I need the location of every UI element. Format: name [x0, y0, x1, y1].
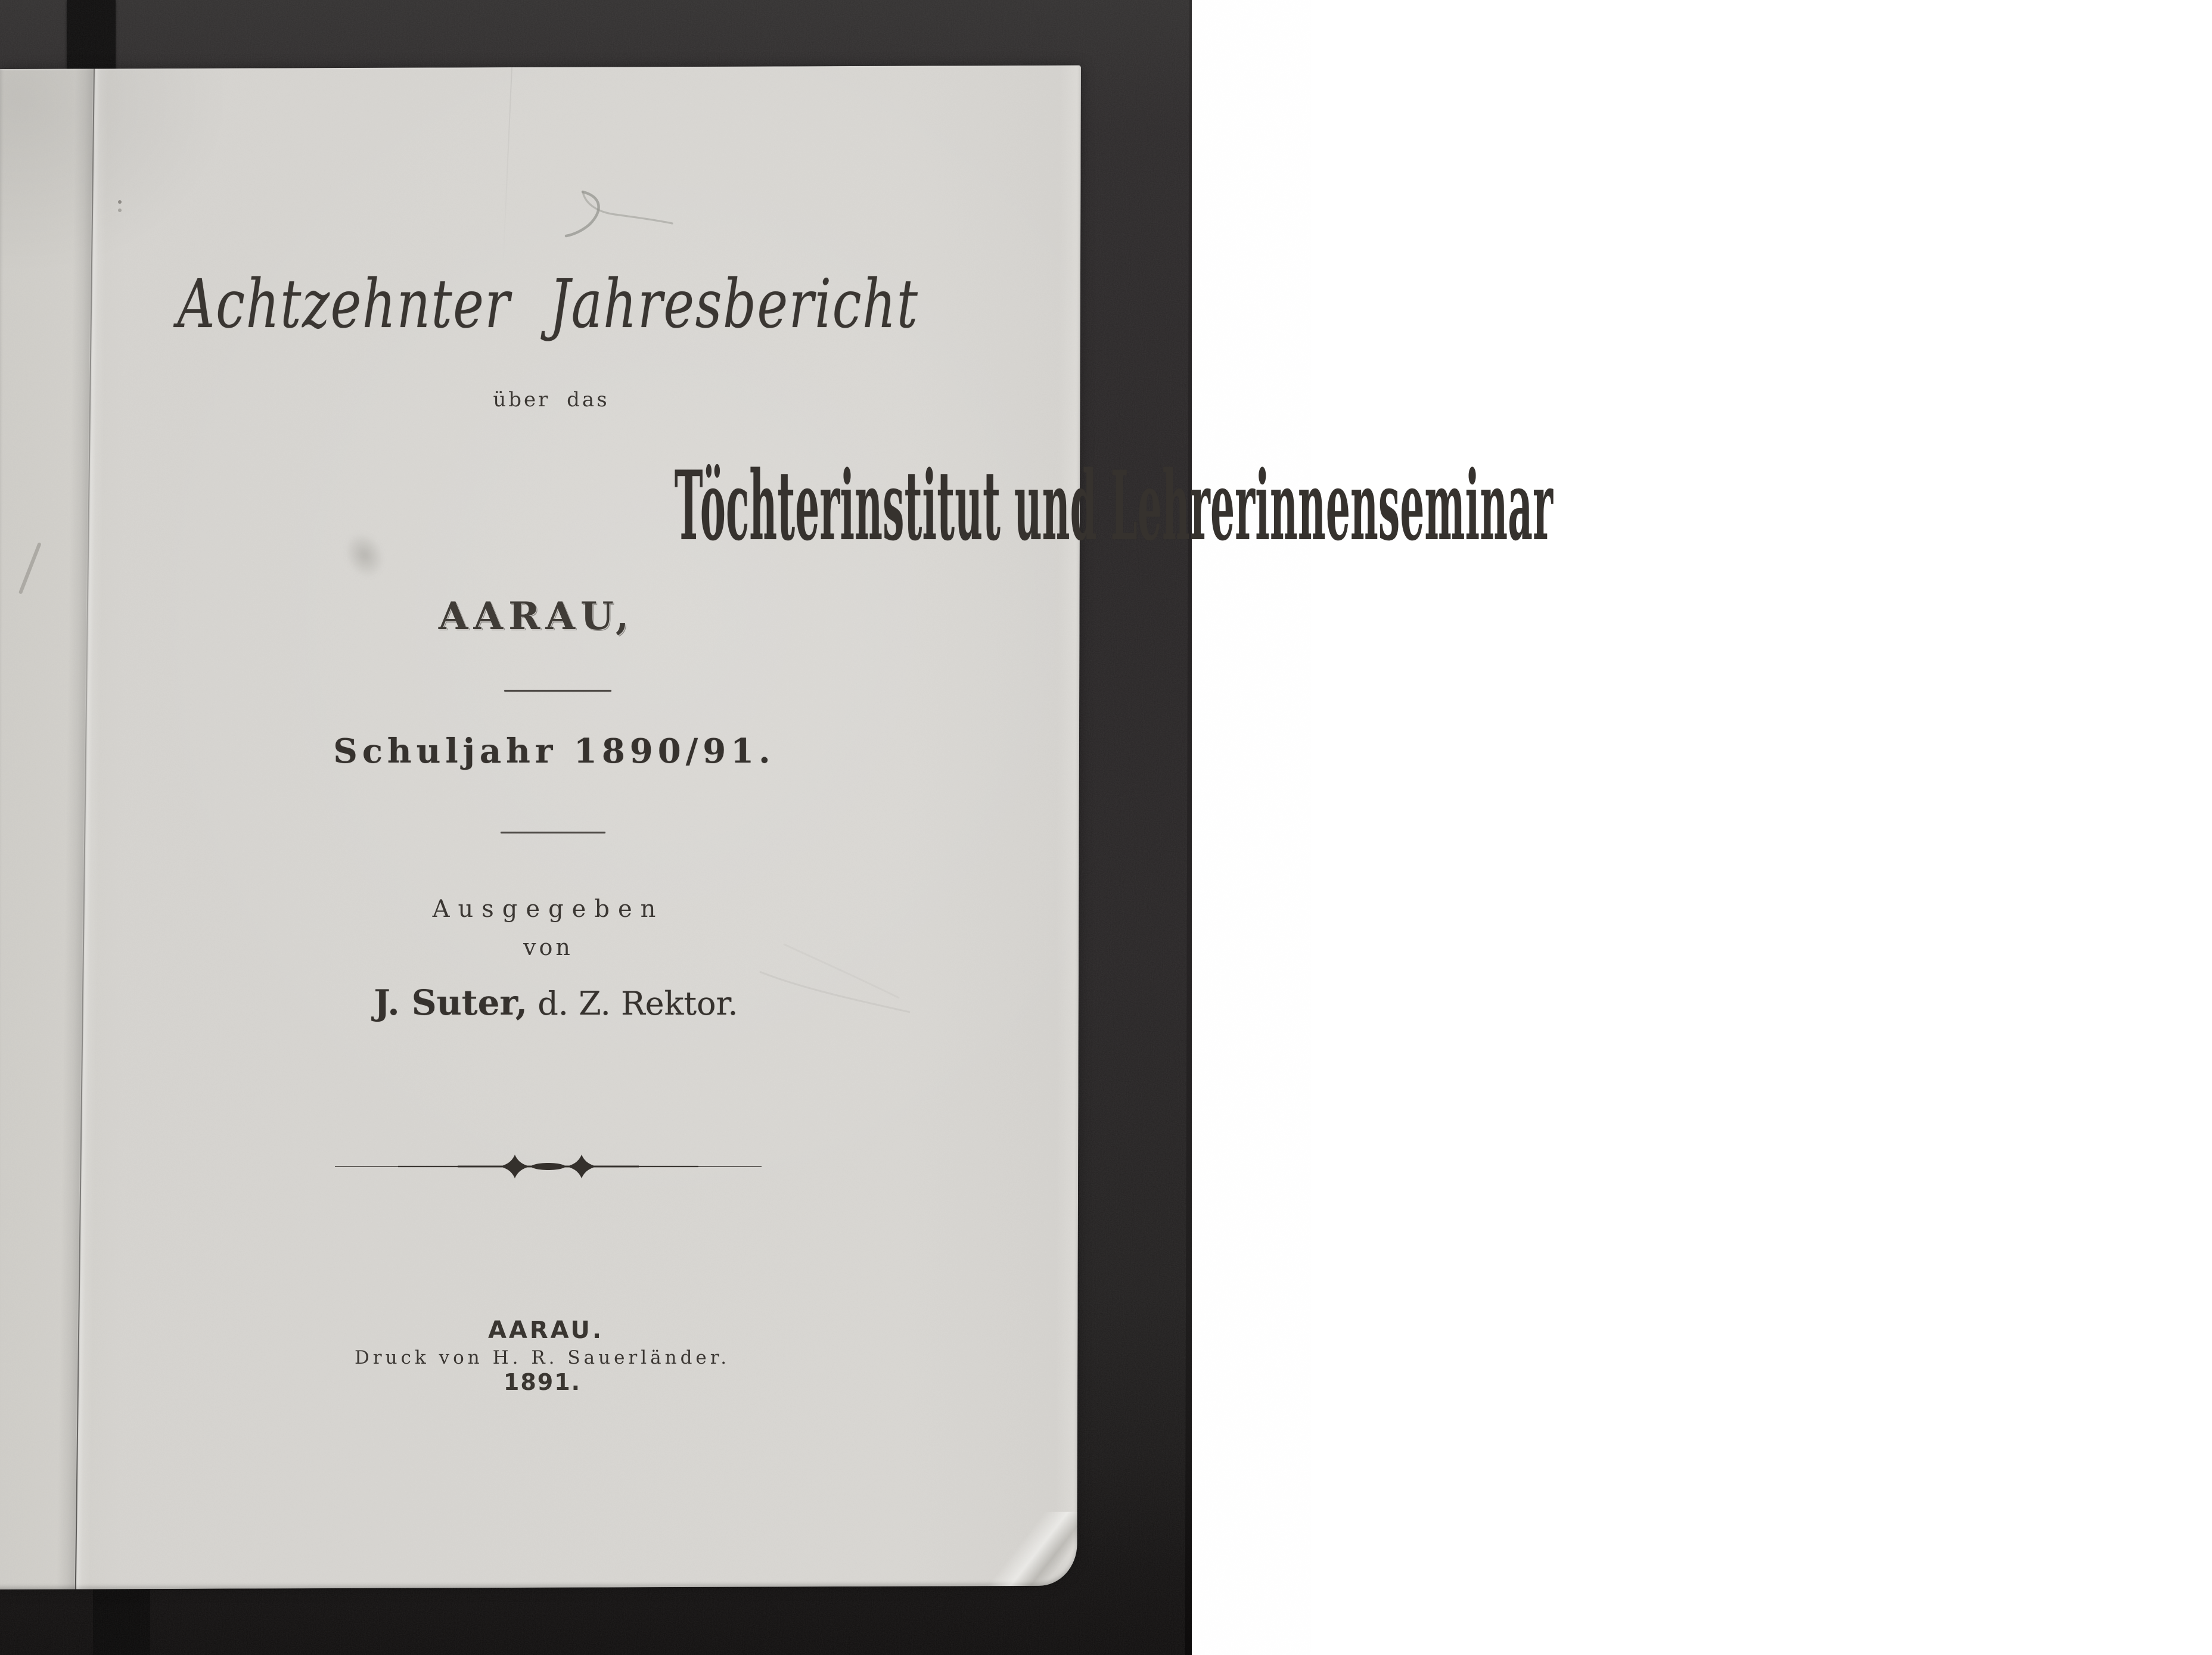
- place-name-ornamental: AARAU,: [438, 594, 635, 639]
- school-year: Schuljahr 1890/91.: [333, 732, 775, 771]
- imprint-year: 1891.: [503, 1369, 582, 1395]
- book-page: [0, 66, 1081, 1589]
- series-title-text: Achtzehnter Jahresbericht: [177, 266, 919, 343]
- binding-tape-bottom: [93, 1585, 150, 1655]
- imprint-city: AARAU.: [487, 1317, 604, 1344]
- series-subtitle: über das: [493, 388, 610, 412]
- page-corner-fold: [979, 1512, 1077, 1586]
- institution-title-text: Töchterinstitut und Lehrerinnenseminar: [674, 450, 1554, 562]
- issued-connector: von: [523, 934, 573, 960]
- paper-crease-faint: [502, 67, 512, 270]
- paper-grain-texture: [0, 66, 1081, 1589]
- issued-label: Ausgegeben: [432, 895, 664, 923]
- ink-smudge: [337, 525, 392, 585]
- editor-role: d. Z. Rektor.: [538, 985, 738, 1022]
- binding-tape-top: [67, 0, 116, 76]
- spine-crease-shading: [57, 69, 108, 1589]
- editor-name: J. Suter,: [374, 982, 528, 1023]
- paper-scratch-left: [15, 541, 51, 598]
- imprint-printer: Druck von H. R. Sauerländer.: [354, 1347, 731, 1368]
- paper-scratch-mid: [748, 918, 927, 1026]
